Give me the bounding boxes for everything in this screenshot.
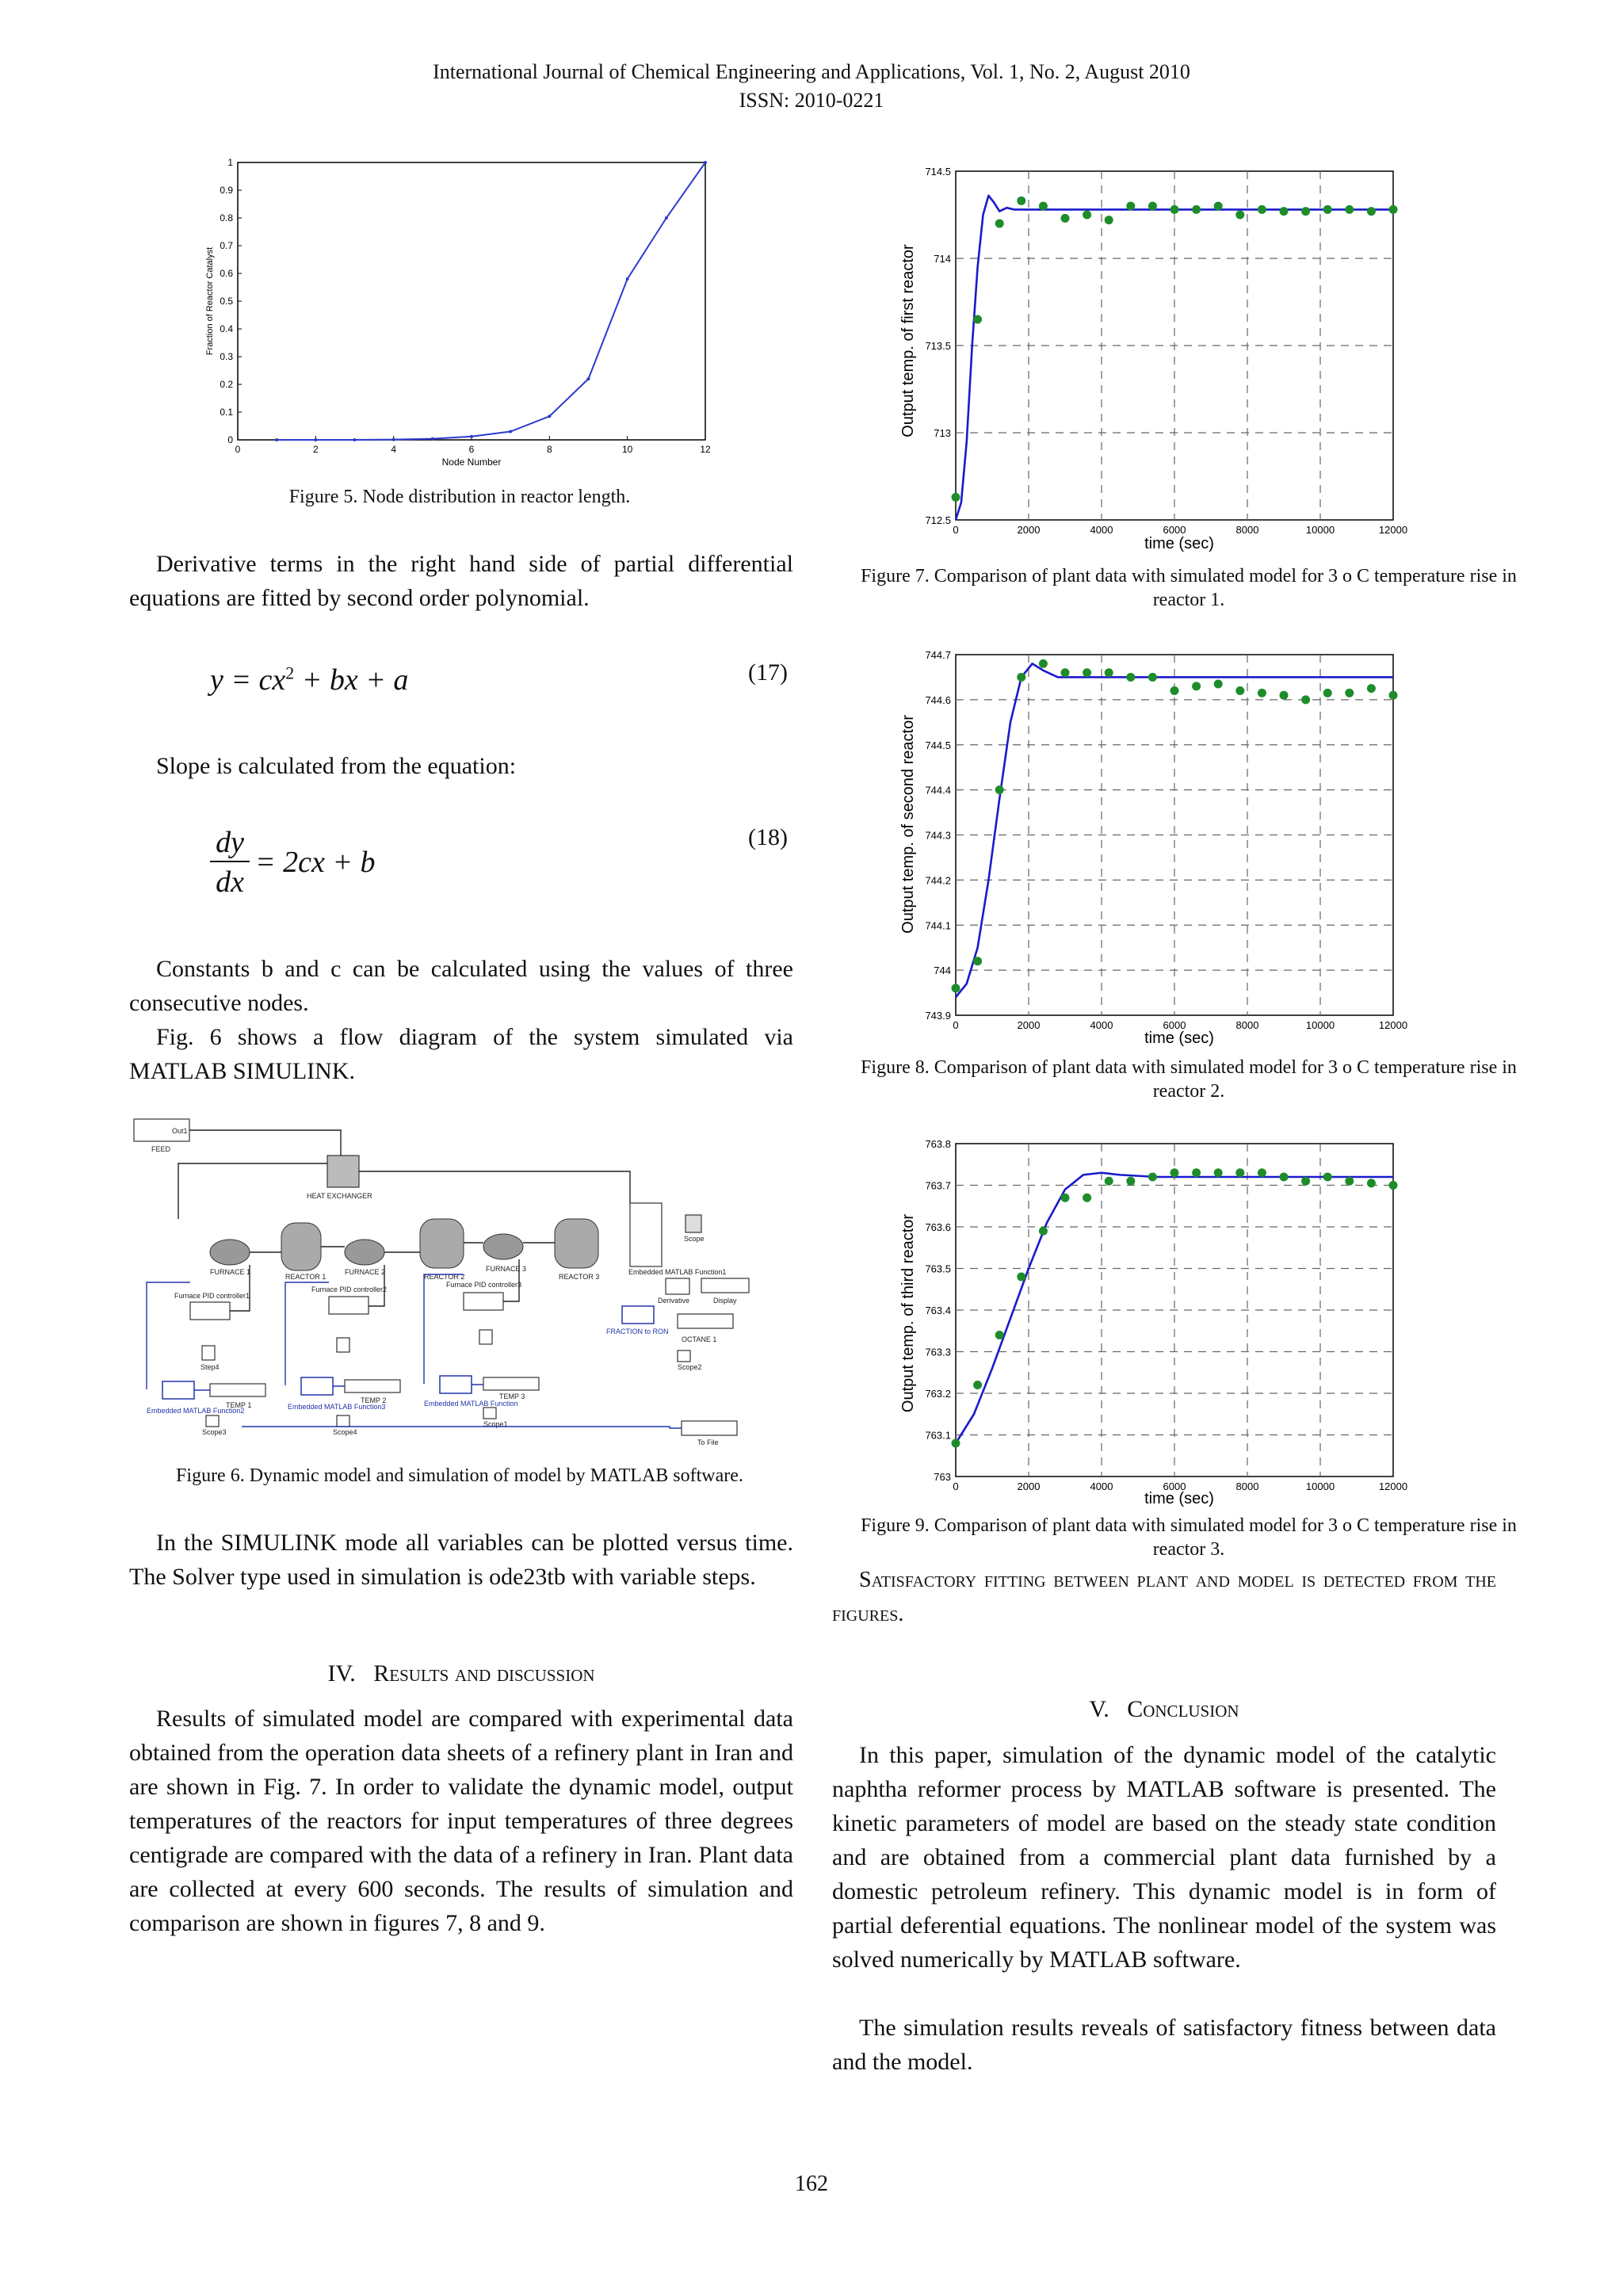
fraction-block — [622, 1306, 654, 1324]
figure9-plant-point — [1323, 1173, 1332, 1182]
figure8-plant-point — [952, 984, 960, 992]
figure8-plant-point — [1280, 691, 1289, 700]
scope2-label: Scope2 — [678, 1363, 702, 1371]
paragraph-conclusion-2: The simulation results reveals of satisfactory fitness between data and the model. — [832, 2015, 1496, 2075]
figure7-plant-point — [1192, 205, 1201, 214]
figure7-ytick-label: 713 — [934, 427, 951, 439]
figure8-plant-point — [1258, 689, 1266, 697]
figure5-point — [353, 438, 357, 441]
paragraph-derivative-terms: Derivative terms in the right hand side of partial differential equations are fitted by second order polynomial. — [129, 551, 793, 611]
figure8-ytick-label: 744.6 — [925, 693, 951, 706]
paragraph-slope: Slope is calculated from the equation: — [156, 753, 517, 779]
figure9-ytick-label: 763.5 — [925, 1263, 951, 1275]
figure9-plant-point — [1367, 1179, 1376, 1187]
results-heading — [129, 1660, 793, 1687]
figure8-plant-point — [1367, 684, 1376, 693]
figure7-xtick-label: 6000 — [1163, 524, 1186, 536]
temp3-block — [483, 1377, 539, 1390]
figure7-plant-point — [1345, 205, 1354, 214]
figure7-plant-point — [1170, 205, 1179, 214]
figure8-ylabel: Output temp. of second reactor — [899, 715, 917, 934]
figure7-plant-point — [1126, 202, 1135, 211]
figure6-simulink-diagram — [131, 1116, 757, 1465]
embedded-function2-label: Embedded MATLAB Function2 — [147, 1407, 245, 1415]
figure7-plant-point — [1323, 205, 1332, 214]
figure8-xtick-label: 6000 — [1163, 1019, 1186, 1031]
svg-text:FURNACE 1: FURNACE 1 — [210, 1268, 251, 1276]
equation-18-numerator: dy — [210, 824, 250, 862]
scope1-label: Scope1 — [483, 1420, 508, 1428]
step-label: Step4 — [200, 1363, 220, 1371]
figure5-chart — [198, 155, 721, 479]
figure5-plot-frame — [238, 162, 705, 440]
figure9-ytick-label: 763.7 — [925, 1179, 951, 1192]
to-file-label: To File — [697, 1438, 719, 1446]
pid-controller1-block — [190, 1302, 230, 1320]
figure5-ytick-label: 0.9 — [220, 185, 233, 196]
figure6-caption: Figure 6. Dynamic model and simulation of model by MATLAB software. — [176, 1465, 743, 1486]
reactor-2 — [420, 1219, 464, 1281]
figure8-xtick-label: 0 — [953, 1019, 959, 1031]
figure7-plant-point — [1389, 205, 1398, 214]
svg-text:REACTOR 2: REACTOR 2 — [424, 1273, 465, 1281]
figure8-plant-point — [973, 957, 982, 965]
conclusion-heading — [832, 1696, 1496, 1723]
embedded-function1-block — [630, 1203, 662, 1266]
figure5-ytick-label: 1 — [227, 157, 233, 168]
equation-18-fraction — [210, 824, 250, 902]
figure9-plant-point — [1301, 1177, 1310, 1186]
scope4-block — [337, 1415, 349, 1427]
figure7-chart — [886, 157, 1425, 553]
temp2-label: TEMP 2 — [361, 1396, 387, 1404]
step-block — [202, 1346, 215, 1360]
figure5-point — [704, 161, 707, 164]
figure7-ytick-label: 714 — [934, 253, 951, 265]
scope1-block — [483, 1408, 496, 1419]
figure5-point — [626, 277, 629, 281]
scope-block — [685, 1215, 701, 1232]
figure9-xtick-label: 10000 — [1305, 1480, 1335, 1492]
figure9-plant-point — [1039, 1227, 1048, 1236]
figure7-plant-point — [1039, 202, 1048, 211]
figure8-ytick-label: 744.5 — [925, 739, 951, 751]
figure5-caption: Figure 5. Node distribution in reactor length. — [288, 487, 631, 507]
furnace-2 — [345, 1240, 385, 1276]
figure9-ytick-label: 763 — [934, 1471, 951, 1483]
figure9-xtick-label: 2000 — [1017, 1480, 1041, 1492]
figure7-plant-point — [1214, 202, 1223, 211]
figure7-xlabel: time (sec) — [1144, 535, 1214, 552]
figure7-plant-point — [1083, 211, 1091, 220]
figure8-plant-point — [1105, 668, 1113, 677]
figure5-ylabel: Fraction of Reactor Catalyst — [205, 246, 215, 356]
figure9-xtick-label: 8000 — [1235, 1480, 1259, 1492]
figure5-xtick-label: 12 — [700, 444, 711, 455]
figure5-point — [587, 377, 590, 380]
figure8-plant-point — [1214, 679, 1223, 688]
figure7-plant-point — [1367, 207, 1376, 216]
octane-label: OCTANE 1 — [682, 1335, 717, 1343]
pid-controller2-block — [329, 1297, 369, 1314]
furnace-1 — [210, 1240, 250, 1276]
figure8-ytick-label: 744 — [934, 965, 951, 977]
figure8-plant-point — [1017, 673, 1025, 682]
figure8-plant-point — [995, 785, 1004, 794]
paragraph-conclusion-1: In this paper, simulation of the dynamic model of the catalytic naphtha reformer process by MATLAB software is presented. The kinetic parameters of model are based on the steady state condition and are obtained from a commercial plant data furnished by a domestic petroleum refinery. This dynamic model is in form of partial deferential equations. The nonlinear model of the system was solved numerically by MATLAB software. — [832, 1742, 1496, 1973]
fraction-label: FRACTION to RON — [606, 1328, 669, 1335]
figure5-point — [665, 216, 668, 220]
figure9-plant-point — [1389, 1181, 1398, 1190]
figure8-plant-point — [1083, 668, 1091, 677]
figure9-ylabel: Output temp. of third reactor — [899, 1213, 917, 1413]
figure8-plant-point — [1061, 668, 1070, 677]
figure9-plant-point — [1280, 1173, 1289, 1182]
figure8-plant-point — [1389, 691, 1398, 700]
figure8-plant-point — [1323, 689, 1332, 697]
pid-controller3-label: Furnace PID controller3 — [446, 1281, 522, 1289]
figure7-xtick-label: 10000 — [1305, 524, 1335, 536]
embedded-function2-block — [162, 1381, 194, 1399]
equation-18-rhs: = 2cx + b — [255, 846, 376, 879]
figure7-plant-point — [1148, 202, 1157, 211]
octane-block — [678, 1314, 733, 1328]
step-block-2 — [337, 1338, 349, 1352]
temp2-block — [345, 1380, 400, 1392]
conclusion-heading-text: Conclusion — [1127, 1696, 1239, 1722]
embedded-function3-label: Embedded MATLAB Function3 — [288, 1403, 386, 1411]
equation-17-rhs: + bx + a — [294, 663, 409, 697]
derivative-label: Derivative — [658, 1297, 690, 1305]
figure9-caption: Figure 9. Comparison of plant data with simulated model for 3 o C temperature rise in reactor 3. — [861, 1515, 1517, 1560]
embedded-function1-label: Embedded MATLAB Function1 — [628, 1268, 727, 1276]
paragraph-simulink-mode: In the SIMULINK mode all variables can be plotted versus time. The Solver type used in simulation is ode23tb with variable steps. — [129, 1530, 793, 1590]
figure5-ytick-label: 0.6 — [220, 268, 233, 279]
figure7-xtick-label: 4000 — [1090, 524, 1113, 536]
figure9-ytick-label: 763.2 — [925, 1388, 951, 1400]
figure5-ytick-label: 0.4 — [220, 323, 233, 334]
figure9-ytick-label: 763.6 — [925, 1221, 951, 1233]
equation-17-exponent: 2 — [285, 663, 295, 683]
embedded-function4-block — [440, 1376, 472, 1393]
figure5-point — [431, 437, 434, 441]
figure8-plant-point — [1148, 673, 1157, 682]
figure9-plant-point — [995, 1331, 1004, 1339]
figure9-xtick-label: 12000 — [1378, 1480, 1408, 1492]
figure8-xtick-label: 10000 — [1305, 1019, 1335, 1031]
figure9-ytick-label: 763.1 — [925, 1429, 951, 1442]
figure8-plant-point — [1039, 659, 1048, 668]
figure5-xlabel: Node Number — [441, 457, 502, 468]
equation-17-number: (17) — [748, 659, 788, 686]
figure7-plant-point — [1061, 214, 1070, 223]
svg-text:REACTOR 1: REACTOR 1 — [285, 1273, 327, 1281]
figure5-xtick-label: 10 — [621, 444, 633, 455]
figure8-plant-point — [1126, 673, 1135, 682]
equation-17-lhs: y = cx — [210, 663, 286, 697]
figure7-plant-point — [1301, 207, 1310, 216]
reactor-3 — [555, 1219, 599, 1281]
figure9-plant-point — [1105, 1177, 1113, 1186]
figure9-ytick-label: 763.4 — [925, 1305, 951, 1316]
journal-header: International Journal of Chemical Engineering and Applications, Vol. 1, No. 2, August 2010 — [433, 60, 1190, 83]
figure5-xtick-label: 6 — [468, 444, 475, 455]
to-file-block — [682, 1421, 737, 1435]
derivative-block — [666, 1278, 689, 1294]
figure5-ytick-label: 0.1 — [220, 407, 233, 418]
figure5-xtick-label: 8 — [546, 444, 552, 455]
figure9-plant-point — [1258, 1168, 1266, 1177]
svg-text:FURNACE 2: FURNACE 2 — [345, 1268, 386, 1276]
display-label: Display — [713, 1297, 737, 1305]
scope2-block — [678, 1350, 690, 1362]
equation-18-number: (18) — [748, 824, 788, 850]
figure8-plant-point — [1192, 682, 1201, 690]
figure8-ytick-label: 744.2 — [925, 874, 951, 887]
figure7-xtick-label: 2000 — [1017, 524, 1041, 536]
equation-17 — [210, 663, 408, 697]
results-heading-text: Results and discussion — [373, 1660, 595, 1687]
figure7-plant-point — [1105, 216, 1113, 224]
figure7-plant-point — [995, 220, 1004, 228]
figure7-plant-point — [1235, 211, 1244, 220]
figure5-ytick-label: 0 — [227, 434, 233, 445]
figure7-xtick-label: 8000 — [1235, 524, 1259, 536]
figure9-plant-point — [973, 1381, 982, 1389]
paragraph-satisfactory: Satisfactory fitting between plant and model is detected from the figures. — [832, 1568, 1496, 1626]
figure8-ytick-label: 744.7 — [925, 649, 951, 661]
figure7-plant-point — [973, 315, 982, 324]
figure5-point — [470, 435, 473, 438]
figure5-xtick-label: 2 — [312, 444, 319, 455]
figure9-plant-point — [1061, 1194, 1070, 1202]
figure8-ytick-label: 743.9 — [925, 1010, 951, 1022]
figure7-plant-point — [1258, 205, 1266, 214]
figure7-plant-point — [1280, 207, 1289, 216]
figure7-ylabel: Output temp. of first reactor — [899, 244, 917, 437]
figure5-ytick-label: 0.2 — [220, 379, 233, 390]
figure5-point — [314, 438, 317, 441]
svg-text:REACTOR 3: REACTOR 3 — [559, 1273, 600, 1281]
pid-controller2-label: Furnace PID controller2 — [311, 1286, 388, 1293]
figure5-ytick-label: 0.3 — [220, 351, 233, 362]
svg-text:FURNACE 3: FURNACE 3 — [486, 1265, 527, 1273]
figure8-chart — [886, 640, 1425, 1049]
figure9-xtick-label: 6000 — [1163, 1480, 1186, 1492]
embedded-function3-block — [301, 1377, 333, 1395]
figure9-plant-point — [1345, 1177, 1354, 1186]
figure5-point — [275, 438, 278, 441]
figure5-ytick-label: 0.5 — [220, 296, 233, 307]
pid-controller1-label: Furnace PID controller1 — [174, 1292, 250, 1300]
issn-line: ISSN: 2010-0221 — [739, 89, 884, 112]
scope4-label: Scope4 — [333, 1428, 357, 1436]
step-block-3 — [479, 1330, 492, 1344]
figure9-xlabel: time (sec) — [1144, 1490, 1214, 1507]
figure5-xtick-label: 4 — [391, 444, 397, 455]
figure9-plant-point — [1148, 1173, 1157, 1182]
figure8-caption: Figure 8. Comparison of plant data with simulated model for 3 o C temperature rise in reactor 2. — [861, 1057, 1517, 1102]
figure9-plant-point — [952, 1439, 960, 1448]
figure9-plant-point — [1126, 1177, 1135, 1186]
results-heading-number: IV. — [327, 1660, 356, 1687]
scope3-label: Scope3 — [202, 1428, 227, 1436]
feed-label: FEED — [151, 1145, 171, 1153]
display-block — [701, 1278, 749, 1293]
figure7-xtick-label: 0 — [953, 524, 959, 536]
figure7-plant-point — [952, 493, 960, 502]
figure5-xtick-label: 0 — [235, 444, 241, 455]
figure8-plant-point — [1345, 689, 1354, 697]
figure9-plant-point — [1214, 1168, 1223, 1177]
figure9-xtick-label: 0 — [953, 1480, 959, 1492]
figure9-plant-point — [1083, 1194, 1091, 1202]
figure8-xtick-label: 12000 — [1378, 1019, 1408, 1031]
figure7-ytick-label: 713.5 — [925, 340, 951, 352]
reactor-1 — [281, 1223, 326, 1281]
furnace-3 — [483, 1234, 526, 1273]
paragraph-results: Results of simulated model are compared with experimental data obtained from the operation data sheets of a refinery plant in Iran and are shown in Fig. 7. In order to validate the dynamic model, output temperatures of the reactors for input temperatures of three degrees centigrade are compared with the data of a refinery in Iran. Plant data are collected at every 600 seconds. The results of simulation and comparison are shown in figures 7, 8 and 9. — [129, 1706, 793, 1936]
figure8-xtick-label: 8000 — [1235, 1019, 1259, 1031]
figure5-point — [548, 415, 551, 418]
figure8-xtick-label: 2000 — [1017, 1019, 1041, 1031]
heat-exchanger-label: HEAT EXCHANGER — [307, 1192, 372, 1200]
temp3-label: TEMP 3 — [499, 1392, 525, 1400]
pid-controller3-block — [464, 1293, 503, 1310]
figure9-chart — [886, 1129, 1425, 1510]
heat-exchanger-block — [327, 1156, 359, 1187]
figure8-plant-point — [1170, 686, 1179, 695]
figure8-ytick-label: 744.1 — [925, 919, 951, 932]
figure7-ytick-label: 712.5 — [925, 514, 951, 526]
out1-label: Out1 — [172, 1127, 188, 1135]
embedded-function4-label: Embedded MATLAB Function — [424, 1400, 518, 1408]
figure7-plant-point — [1017, 197, 1025, 205]
paragraph-fig6-intro: Fig. 6 shows a flow diagram of the system simulated via MATLAB SIMULINK. — [129, 1024, 793, 1084]
figure5-point — [509, 430, 512, 434]
figure7-xtick-label: 12000 — [1378, 524, 1408, 536]
figure9-plant-point — [1170, 1168, 1179, 1177]
figure9-plant-point — [1235, 1168, 1244, 1177]
temp1-label: TEMP 1 — [226, 1401, 252, 1409]
figure5-ytick-label: 0.7 — [220, 240, 233, 251]
figure8-xlabel: time (sec) — [1144, 1030, 1214, 1047]
paragraph-constants: Constants b and c can be calculated using the values of three consecutive nodes. — [129, 956, 793, 1016]
figure9-plant-point — [1017, 1273, 1025, 1282]
figure8-ytick-label: 744.4 — [925, 784, 951, 797]
figure8-plant-point — [1301, 695, 1310, 704]
equation-18-denominator: dx — [216, 865, 244, 899]
figure8-ytick-label: 744.3 — [925, 829, 951, 842]
figure7-caption: Figure 7. Comparison of plant data with simulated model for 3 o C temperature rise in reactor 1. — [861, 566, 1517, 610]
figure8-xtick-label: 4000 — [1090, 1019, 1113, 1031]
figure5-point — [392, 438, 395, 441]
figure9-ytick-label: 763.8 — [925, 1138, 951, 1150]
conclusion-heading-number: V. — [1089, 1696, 1109, 1722]
figure9-xtick-label: 4000 — [1090, 1480, 1113, 1492]
figure8-plant-point — [1235, 686, 1244, 695]
temp1-block — [210, 1384, 265, 1396]
figure9-plant-point — [1192, 1168, 1201, 1177]
scope3-block — [206, 1415, 219, 1427]
page-number: 162 — [795, 2172, 828, 2196]
figure5-ytick-label: 0.8 — [220, 212, 233, 223]
scope-label: Scope — [684, 1235, 705, 1243]
figure9-ytick-label: 763.3 — [925, 1346, 951, 1358]
figure7-ytick-label: 714.5 — [925, 166, 951, 178]
